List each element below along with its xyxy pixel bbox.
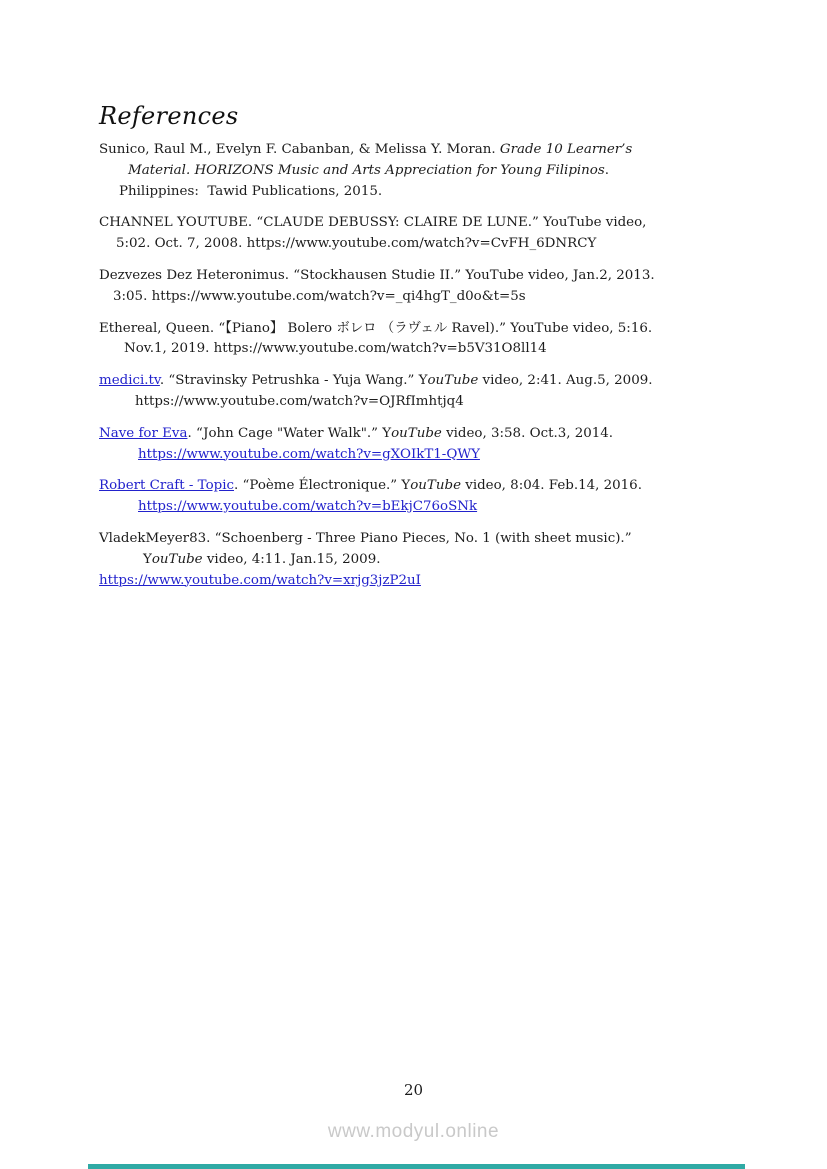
reference-text: VladekMeyer83. “Schoenberg - Three Piano Pieces, No. 1 (with sheet music).”	[99, 530, 632, 546]
reference-line	[99, 319, 759, 340]
reference-text: Material. HORIZONS Music and Arts Appreciation for Young Filipinos	[128, 162, 605, 178]
reference-entry	[99, 371, 759, 413]
reference-text: CHANNEL YOUTUBE. “CLAUDE DEBUSSY: CLAIRE DE LUNE.” YouTube video,	[99, 215, 647, 231]
reference-entry	[99, 529, 759, 591]
reference-line	[99, 497, 759, 518]
reference-entry	[99, 213, 759, 255]
reference-entry	[99, 266, 759, 308]
reference-text: video, 4:11. Jan.15, 2009.	[202, 551, 381, 567]
reference-link[interactable]: https://www.youtube.com/watch?v=gXOIkT1-QWY	[138, 446, 480, 462]
reference-text: 3:05. https://www.youtube.com/watch?v=_qi4hgT_d0o&t=5s	[113, 288, 526, 304]
reference-entry	[99, 140, 759, 202]
reference-line	[99, 424, 759, 445]
reference-link[interactable]: Robert Craft - Topic	[99, 478, 234, 494]
reference-text: video, 8:04. Feb.14, 2016.	[461, 478, 642, 494]
reference-line	[99, 445, 759, 466]
reference-link[interactable]: Nave for Eva	[99, 425, 188, 441]
reference-line	[99, 287, 759, 308]
reference-line	[99, 339, 759, 360]
reference-text: video, 2:41. Aug.5, 2009.	[478, 373, 653, 389]
reference-text: Y	[143, 551, 152, 567]
reference-text: ouTube	[391, 425, 442, 441]
reference-text: .	[604, 162, 609, 178]
reference-link[interactable]: medici.tv	[99, 373, 160, 389]
watermark: www.modyul.online	[327, 1121, 500, 1142]
reference-text: ouTube	[427, 373, 479, 389]
reference-text: Dezvezes Dez Heteronimus. “Stockhausen Studie II.” YouTube video, Jan.2, 2013.	[99, 267, 655, 283]
reference-line	[99, 476, 759, 497]
reference-line	[99, 571, 759, 592]
reference-text: ouTube	[151, 551, 203, 567]
reference-text: Sunico, Raul M., Evelyn F. Cabanban, & Melissa Y. Moran.	[99, 142, 500, 157]
reference-link[interactable]: https://www.youtube.com/watch?v=bEkjC76oSNk	[138, 499, 478, 515]
reference-line	[99, 140, 759, 161]
reference-text: ouTube	[410, 478, 461, 494]
reference-text: 5:02. Oct. 7, 2008. https://www.youtube.com/watch?v=CvFH_6DNRCY	[116, 236, 597, 252]
reference-text: https://www.youtube.com/watch?v=OJRfImhtjq4	[135, 393, 464, 409]
reference-link[interactable]: https://www.youtube.com/watch?v=xrjg3jzP2uI	[99, 572, 421, 588]
reference-line	[99, 529, 759, 550]
page-number: 20	[403, 1081, 424, 1099]
references-section	[99, 101, 759, 602]
reference-entry	[99, 319, 759, 361]
reference-line	[99, 234, 759, 255]
reference-line	[99, 161, 759, 182]
reference-text: video, 3:58. Oct.3, 2014.	[441, 425, 614, 441]
reference-entry	[99, 424, 759, 466]
reference-line	[99, 182, 759, 203]
reference-line	[99, 266, 759, 287]
reference-text: Nov.1, 2019. https://www.youtube.com/watch?v=b5V31O8ll14	[124, 341, 547, 357]
references-list	[99, 140, 759, 591]
reference-text: Grade 10 Learner’s	[499, 142, 633, 157]
reference-text: . “John Cage "Water Walk".” Y	[187, 425, 392, 441]
reference-text: Ethereal, Queen. “【Piano】 Bolero ボレロ （ラヴェル Ravel).” YouTube video, 5:16.	[99, 320, 653, 336]
footer-accent-bar	[88, 1164, 745, 1169]
reference-line	[99, 550, 759, 571]
reference-entry	[99, 476, 759, 518]
reference-text: Philippines: Tawid Publications, 2015.	[119, 183, 383, 199]
reference-text: . “Stravinsky Petrushka - Yuja Wang.” Y	[159, 373, 428, 389]
reference-line	[99, 213, 759, 234]
reference-text: . “Poème Électronique.” Y	[234, 478, 411, 494]
reference-line	[99, 371, 759, 392]
page-title: References	[99, 102, 239, 130]
reference-line	[99, 392, 759, 413]
